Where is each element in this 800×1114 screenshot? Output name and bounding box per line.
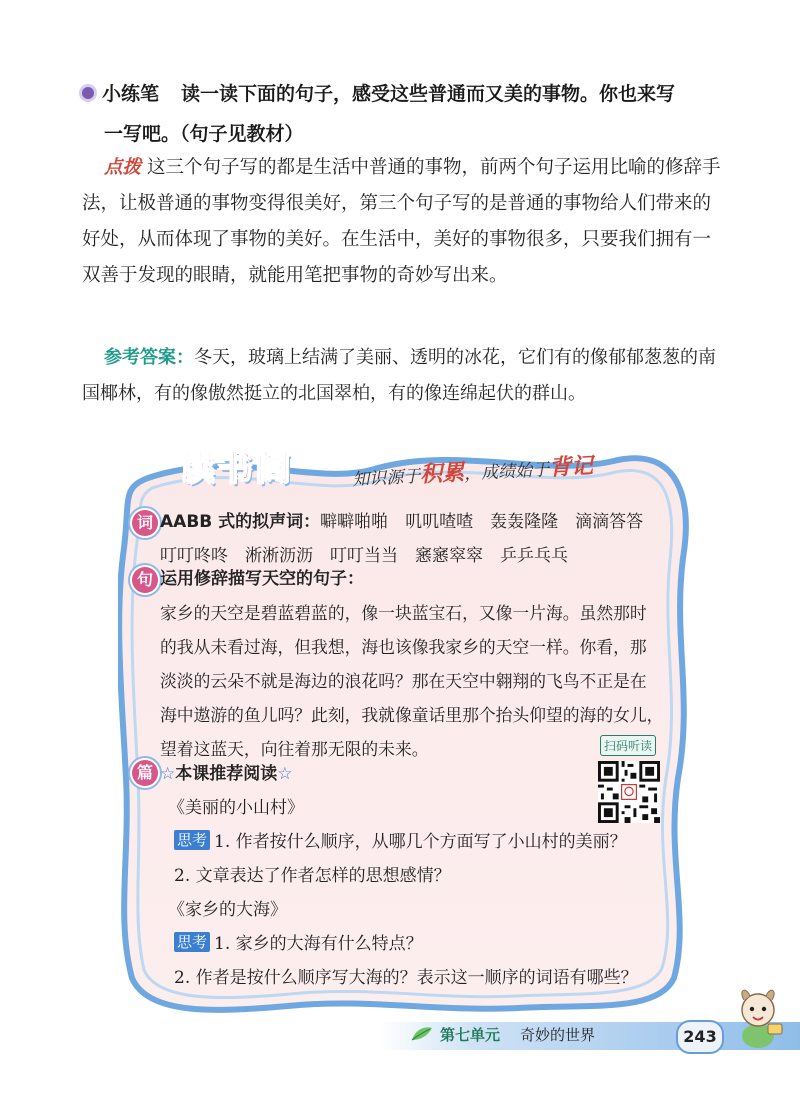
star-icon: ☆: [160, 764, 176, 784]
ci-words-1: 噼噼啪啪 叽叽喳喳 轰轰隆隆 滴滴答答: [320, 512, 644, 532]
leaf-icon: [410, 1026, 434, 1042]
recommend-title-row: [160, 757, 680, 791]
ju-line: 淡淡的云朵不就是海边的浪花吗？那在天空中翱翔的飞鸟不正是在: [160, 671, 647, 691]
ci-words-2: 叮叮咚咚 淅淅沥沥 叮叮当当 窸窸窣窣 乒乒乓乓: [160, 546, 568, 566]
practice-section: [82, 74, 722, 154]
bullet-icon: [82, 87, 94, 99]
practice-instruction: 读一读下面的句子，感受这些普通而又美的事物。你也来写: [181, 83, 676, 105]
book1-question-1: 1. 作者按什么顺序，从哪几个方面写了小山村的美丽？: [214, 832, 627, 852]
book2-question-1: 1. 家乡的大海有什么特点？: [214, 934, 423, 954]
ju-line: 的我从未看过海，但我想，海也该像我家乡的天空一样。你看，那: [160, 637, 647, 657]
think-label: 思考: [174, 830, 210, 850]
answer-paragraph: [82, 340, 722, 412]
footer-theme: 奇妙的世界: [520, 1026, 596, 1044]
slogan-highlight-2: 背记: [548, 453, 594, 481]
page-number: 243: [676, 1020, 724, 1054]
practice-line-2: 一写吧。（句子见教材）: [104, 123, 304, 145]
ju-badge: 句: [132, 567, 158, 593]
think-label: 思考: [174, 932, 210, 952]
practice-line-1: [82, 74, 722, 114]
book2-question-1-row: [174, 927, 680, 961]
mascot-icon: [722, 980, 794, 1052]
answer-label: 参考答案：: [104, 347, 194, 368]
reading-box-title: 读书阁: [180, 448, 294, 488]
practice-label: 小练笔: [102, 83, 160, 105]
ju-line: 家乡的天空是碧蓝碧蓝的，像一块蓝宝石，又像一片海。虽然那时: [160, 603, 647, 623]
slogan-highlight-1: 积累: [419, 460, 465, 488]
footer-unit: 第七单元: [440, 1026, 501, 1044]
star-icon: ☆: [277, 764, 293, 784]
tip-label: 点拨: [104, 157, 142, 178]
ju-title: 运用修辞描写天空的句子：: [160, 569, 364, 589]
pian-section: [160, 757, 680, 995]
book1-question-1-row: [174, 825, 680, 859]
qr-label[interactable]: 扫码听读: [600, 735, 656, 756]
ju-line: 海中遨游的鱼儿吗？此刻，我就像童话里那个抬头仰望的海的女儿，: [160, 705, 664, 725]
book1-question-2: 2. 文章表达了作者怎样的思想感情？: [174, 866, 451, 886]
slogan-part-1: 知识源于: [351, 466, 421, 491]
ci-title: AABB 式的拟声词：: [160, 512, 321, 532]
recommend-title: 本课推荐阅读: [175, 764, 278, 784]
ci-badge: 词: [132, 510, 158, 536]
book-title-1: 《美丽的小山村》: [168, 798, 304, 818]
book2-question-2: 2. 作者是按什么顺序写大海的？表示这一顺序的词语有哪些？: [174, 968, 638, 988]
ju-line: 望着这蓝天，向往着那无限的未来。: [160, 739, 429, 759]
tip-paragraph: [82, 150, 722, 294]
ci-row-1: [160, 505, 680, 539]
answer-text: 冬天，玻璃上结满了美丽、透明的冰花，它们有的像郁郁葱葱的南国椰林，有的像傲然挺立的北国翠柏，有的像连绵起伏的群山。: [82, 347, 716, 404]
book-title-2: 《家乡的大海》: [168, 900, 287, 920]
pian-badge: 篇: [132, 760, 158, 786]
tip-text: 这三个句子写的都是生活中普通的事物，前两个句子运用比喻的修辞手法，让极普通的事物变得很美好，第三个句子写的是普通的事物给人们带来的好处，从而体现了事物的美好。在生活中，美好的事物很多，只要我们拥有一双善于发现的眼睛，就能用笔把事物的奇妙写出来。: [82, 157, 721, 286]
slogan-part-2: ，成绩始于: [463, 460, 550, 485]
